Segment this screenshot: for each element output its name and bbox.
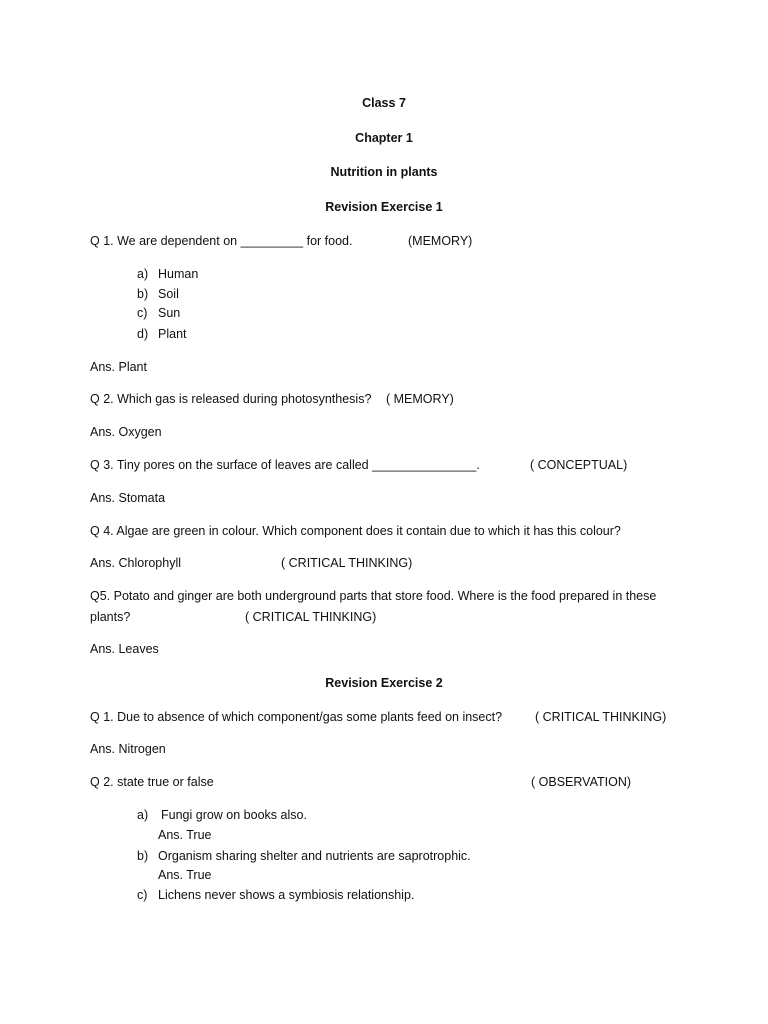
ex1-q1-text: Q 1. We are dependent on _________ for food. [90,234,353,248]
ex1-q1-option-marker: d) [137,327,149,341]
ex2-q2-text: Q 2. state true or false [90,775,214,789]
ex2-q2-tag: ( OBSERVATION) [531,775,632,789]
ex1-q5-line1: Q5. Potato and ginger are both underground parts that store food. Where is the food prepared in these [90,589,657,603]
ex1-q2-text: Q 2. Which gas is released during photosynthesis? [90,392,372,406]
ex2-q2-item-marker: a) [137,808,149,822]
ex1-q5-tag: ( CRITICAL THINKING) [245,610,377,624]
chapter-heading: Chapter 1 [355,131,413,145]
ex1-q3-tag: ( CONCEPTUAL) [530,458,628,472]
exercise2-title: Revision Exercise 2 [325,676,443,690]
ex1-q3-answer: Ans. Stomata [90,491,166,505]
topic-heading: Nutrition in plants [330,165,438,179]
ex2-q1-text: Q 1. Due to absence of which component/gas some plants feed on insect? [90,710,503,724]
ex2-q2-item-text: Organism sharing shelter and nutrients are saprotrophic. [158,849,471,863]
ex1-q5-answer: Ans. Leaves [90,642,159,656]
ex2-q1-answer: Ans. Nitrogen [90,742,166,756]
ex2-q2-item-marker: c) [137,888,148,902]
ex1-q2-answer: Ans. Oxygen [90,425,162,439]
ex2-q2-item-answer: Ans. True [158,828,212,842]
ex2-q1-tag: ( CRITICAL THINKING) [535,710,667,724]
ex1-q1-tag: (MEMORY) [408,234,473,248]
ex2-q2-item-text: Fungi grow on books also. [161,808,307,822]
ex1-q4-tag: ( CRITICAL THINKING) [281,556,413,570]
ex1-q1-option-text: Human [158,267,199,281]
ex1-q4-answer: Ans. Chlorophyll [90,556,182,570]
ex1-q1-option-text: Sun [158,306,181,320]
ex1-q3-text: Q 3. Tiny pores on the surface of leaves are called _______________. [90,458,480,472]
exercise1-title: Revision Exercise 1 [325,200,443,214]
class-heading: Class 7 [362,96,406,110]
ex1-q5-line2: plants? [90,610,131,624]
ex1-q1-option-text: Plant [158,327,187,341]
ex1-q1-option-marker: c) [137,306,148,320]
ex2-q2-item-text: Lichens never shows a symbiosis relationship. [158,888,415,902]
ex2-q2-item-marker: b) [137,849,149,863]
ex1-q1-answer: Ans. Plant [90,360,147,374]
ex1-q4-text: Q 4. Algae are green in colour. Which component does it contain due to which it has this colour? [90,524,621,538]
ex1-q1-option-text: Soil [158,287,179,301]
ex1-q1-option-marker: a) [137,267,149,281]
ex1-q1-option-marker: b) [137,287,149,301]
ex2-q2-item-answer: Ans. True [158,868,212,882]
ex1-q2-tag: ( MEMORY) [386,392,454,406]
